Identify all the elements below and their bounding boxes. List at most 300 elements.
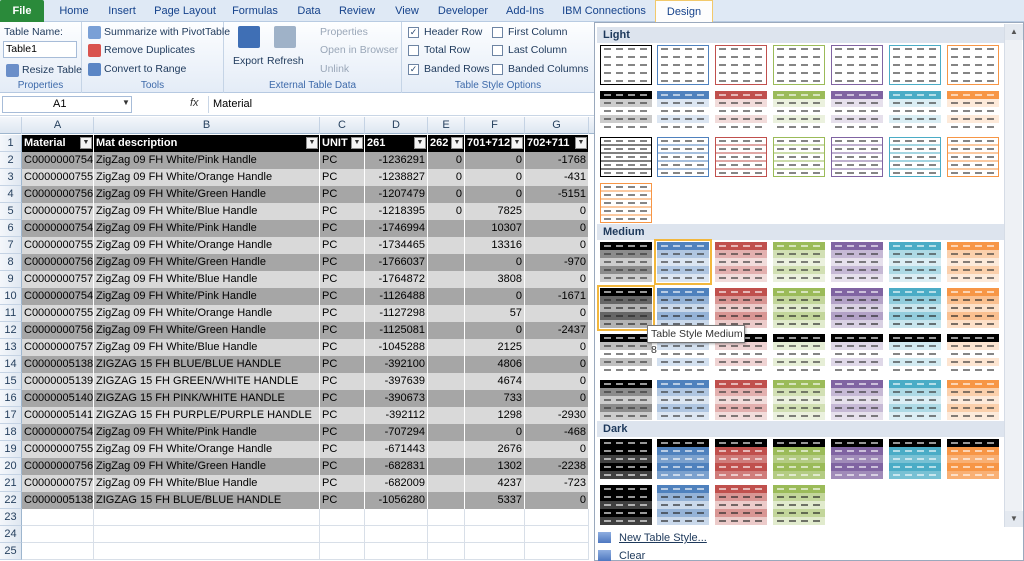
row-header[interactable]: 9 bbox=[0, 271, 22, 288]
table-cell[interactable]: 0 bbox=[465, 186, 525, 203]
table-cell[interactable]: ZIGZAG 15 FH GREEN/WHITE HANDLE bbox=[94, 373, 320, 390]
table-cell[interactable]: 0 bbox=[465, 152, 525, 169]
table-cell[interactable]: -671443 bbox=[365, 441, 428, 458]
table-cell[interactable]: C0000000754 bbox=[22, 424, 94, 441]
table-style-light-15[interactable] bbox=[600, 137, 652, 177]
table-cell[interactable]: -1045288 bbox=[365, 339, 428, 356]
table-style-medium-12[interactable] bbox=[831, 288, 883, 328]
table-style-medium-5[interactable] bbox=[831, 242, 883, 282]
header-row-checkbox[interactable]: ✓ bbox=[409, 27, 418, 37]
table-cell[interactable]: ZIGZAG 15 FH BLUE/BLUE HANDLE bbox=[94, 492, 320, 509]
table-cell[interactable]: -1218395 bbox=[365, 203, 428, 220]
table-style-dark-8[interactable] bbox=[600, 485, 652, 525]
table-cell[interactable]: -1734465 bbox=[365, 237, 428, 254]
export-button[interactable]: Export bbox=[233, 55, 264, 67]
table-cell[interactable] bbox=[428, 322, 465, 339]
table-style-light-7[interactable] bbox=[947, 45, 999, 85]
table-style-medium-8[interactable] bbox=[600, 288, 652, 328]
table-cell[interactable]: 1302 bbox=[465, 458, 525, 475]
new-table-style-item[interactable] bbox=[598, 532, 707, 544]
row-header[interactable]: 19 bbox=[0, 441, 22, 458]
table-cell[interactable] bbox=[465, 526, 525, 543]
name-box[interactable]: A1 bbox=[2, 96, 132, 113]
clear-style-item[interactable] bbox=[598, 550, 645, 561]
table-cell[interactable]: 733 bbox=[465, 390, 525, 407]
table-cell[interactable]: 0 bbox=[465, 322, 525, 339]
table-cell[interactable]: 4237 bbox=[465, 475, 525, 492]
table-style-medium-25[interactable] bbox=[773, 380, 825, 420]
table-cell[interactable]: 0 bbox=[525, 339, 589, 356]
table-style-dark-4[interactable] bbox=[773, 439, 825, 479]
column-header-c[interactable]: C bbox=[320, 117, 365, 134]
table-cell[interactable]: 0 bbox=[525, 203, 589, 220]
table-cell[interactable]: 0 bbox=[525, 373, 589, 390]
table-cell[interactable]: 4806 bbox=[465, 356, 525, 373]
first-column-checkbox[interactable] bbox=[492, 27, 503, 38]
table-cell[interactable]: C0000005141 bbox=[22, 407, 94, 424]
table-cell[interactable] bbox=[465, 543, 525, 560]
table-cell[interactable] bbox=[428, 441, 465, 458]
table-cell[interactable]: C0000000756 bbox=[22, 186, 94, 203]
table-style-dark-2[interactable] bbox=[657, 439, 709, 479]
table-cell[interactable]: ZIGZAG 15 FH BLUE/BLUE HANDLE bbox=[94, 356, 320, 373]
table-cell[interactable]: 0 bbox=[525, 305, 589, 322]
table-cell[interactable] bbox=[428, 356, 465, 373]
worksheet-grid[interactable] bbox=[0, 117, 594, 561]
table-style-light-18[interactable] bbox=[773, 137, 825, 177]
table-cell[interactable]: PC bbox=[320, 254, 365, 271]
table-cell[interactable]: -1126488 bbox=[365, 288, 428, 305]
gallery-scrollbar[interactable] bbox=[1004, 24, 1022, 527]
filter-dropdown-icon[interactable]: ▼ bbox=[306, 137, 318, 149]
table-name-input[interactable]: Table1 bbox=[3, 41, 77, 58]
table-cell[interactable]: ZigZag 09 FH White/Blue Handle bbox=[94, 203, 320, 220]
row-header[interactable]: 14 bbox=[0, 356, 22, 373]
table-style-medium-6[interactable] bbox=[889, 242, 941, 282]
row-header[interactable]: 5 bbox=[0, 203, 22, 220]
row-header[interactable]: 12 bbox=[0, 322, 22, 339]
table-cell[interactable]: -1764872 bbox=[365, 271, 428, 288]
table-style-light-2[interactable] bbox=[657, 45, 709, 85]
table-cell[interactable] bbox=[428, 237, 465, 254]
table-cell[interactable]: ZigZag 09 FH White/Pink Handle bbox=[94, 288, 320, 305]
table-cell[interactable]: ZigZag 09 FH White/Pink Handle bbox=[94, 424, 320, 441]
table-cell[interactable]: PC bbox=[320, 407, 365, 424]
table-cell[interactable]: 0 bbox=[428, 186, 465, 203]
table-cell[interactable] bbox=[428, 543, 465, 560]
table-cell[interactable] bbox=[465, 509, 525, 526]
row-header[interactable]: 16 bbox=[0, 390, 22, 407]
table-cell[interactable] bbox=[22, 543, 94, 560]
table-cell[interactable]: C0000005138 bbox=[22, 492, 94, 509]
row-header[interactable]: 22 bbox=[0, 492, 22, 509]
table-cell[interactable] bbox=[525, 543, 589, 560]
row-header[interactable]: 25 bbox=[0, 543, 22, 560]
banded-columns-checkbox[interactable] bbox=[492, 64, 503, 75]
table-cell[interactable]: -970 bbox=[525, 254, 589, 271]
header-cell[interactable]: UNIT bbox=[320, 135, 365, 152]
header-cell[interactable]: 262 bbox=[428, 135, 465, 152]
table-cell[interactable]: C0000000757 bbox=[22, 203, 94, 220]
table-cell[interactable]: -2437 bbox=[525, 322, 589, 339]
table-cell[interactable]: ZigZag 09 FH White/Orange Handle bbox=[94, 305, 320, 322]
table-style-dark-5[interactable] bbox=[831, 439, 883, 479]
table-cell[interactable]: -2930 bbox=[525, 407, 589, 424]
table-cell[interactable]: ZigZag 09 FH White/Orange Handle bbox=[94, 441, 320, 458]
table-cell[interactable]: -397639 bbox=[365, 373, 428, 390]
table-cell[interactable]: 0 bbox=[525, 220, 589, 237]
table-cell[interactable]: 0 bbox=[428, 203, 465, 220]
table-style-light-14[interactable] bbox=[947, 91, 999, 131]
table-style-medium-3[interactable] bbox=[715, 242, 767, 282]
table-cell[interactable]: ZigZag 09 FH White/Green Handle bbox=[94, 458, 320, 475]
row-header[interactable]: 21 bbox=[0, 475, 22, 492]
table-style-dark-1[interactable] bbox=[600, 439, 652, 479]
table-cell[interactable] bbox=[428, 271, 465, 288]
table-cell[interactable] bbox=[428, 373, 465, 390]
table-cell[interactable]: -5151 bbox=[525, 186, 589, 203]
table-cell[interactable]: 0 bbox=[465, 424, 525, 441]
table-cell[interactable]: 4674 bbox=[465, 373, 525, 390]
table-style-dark-9[interactable] bbox=[657, 485, 709, 525]
table-style-light-5[interactable] bbox=[831, 45, 883, 85]
table-style-medium-19[interactable] bbox=[831, 334, 883, 374]
header-cell[interactable]: 702+711 bbox=[525, 135, 589, 152]
table-cell[interactable]: 5337 bbox=[465, 492, 525, 509]
remove-duplicates-button[interactable]: Remove Duplicates bbox=[104, 44, 196, 56]
table-cell[interactable]: ZigZag 09 FH White/Orange Handle bbox=[94, 237, 320, 254]
column-header-g[interactable]: G bbox=[525, 117, 589, 134]
table-style-medium-1[interactable] bbox=[600, 242, 652, 282]
table-style-medium-28[interactable] bbox=[947, 380, 999, 420]
table-cell[interactable] bbox=[428, 390, 465, 407]
table-cell[interactable] bbox=[428, 220, 465, 237]
table-cell[interactable]: 0 bbox=[465, 169, 525, 186]
table-cell[interactable] bbox=[525, 526, 589, 543]
table-cell[interactable] bbox=[94, 509, 320, 526]
table-cell[interactable] bbox=[428, 526, 465, 543]
name-box-dropdown-icon[interactable]: ▼ bbox=[122, 98, 130, 107]
row-header[interactable]: 11 bbox=[0, 305, 22, 322]
table-cell[interactable] bbox=[428, 407, 465, 424]
table-cell[interactable] bbox=[428, 424, 465, 441]
table-cell[interactable]: PC bbox=[320, 169, 365, 186]
table-cell[interactable]: PC bbox=[320, 322, 365, 339]
table-cell[interactable]: ZigZag 09 FH White/Pink Handle bbox=[94, 220, 320, 237]
tab-home[interactable]: Home bbox=[59, 5, 89, 17]
table-style-medium-18[interactable] bbox=[773, 334, 825, 374]
table-cell[interactable] bbox=[525, 509, 589, 526]
scroll-down-icon[interactable]: ▼ bbox=[1005, 511, 1023, 527]
table-style-light-1[interactable] bbox=[600, 45, 652, 85]
select-all-corner[interactable] bbox=[0, 117, 22, 134]
table-cell[interactable]: C0000005138 bbox=[22, 356, 94, 373]
table-cell[interactable] bbox=[428, 458, 465, 475]
table-cell[interactable]: C0000000756 bbox=[22, 322, 94, 339]
table-style-medium-21[interactable] bbox=[947, 334, 999, 374]
table-cell[interactable]: 3808 bbox=[465, 271, 525, 288]
table-cell[interactable]: ZIGZAG 15 FH PINK/WHITE HANDLE bbox=[94, 390, 320, 407]
tab-data[interactable]: Data bbox=[297, 5, 321, 17]
convert-to-range-button[interactable]: Convert to Range bbox=[104, 63, 187, 75]
table-cell[interactable]: -1207479 bbox=[365, 186, 428, 203]
table-cell[interactable]: PC bbox=[320, 186, 365, 203]
table-style-light-16[interactable] bbox=[657, 137, 709, 177]
table-style-light-6[interactable] bbox=[889, 45, 941, 85]
table-cell[interactable] bbox=[22, 509, 94, 526]
table-style-medium-13[interactable] bbox=[889, 288, 941, 328]
table-style-dark-6[interactable] bbox=[889, 439, 941, 479]
header-cell[interactable]: 701+712 bbox=[465, 135, 525, 152]
header-cell[interactable]: Material bbox=[22, 135, 94, 152]
table-style-light-17[interactable] bbox=[715, 137, 767, 177]
table-style-light-13[interactable] bbox=[889, 91, 941, 131]
table-cell[interactable]: PC bbox=[320, 237, 365, 254]
table-cell[interactable]: 2125 bbox=[465, 339, 525, 356]
tab-developer[interactable]: Developer bbox=[437, 5, 489, 17]
table-cell[interactable]: PC bbox=[320, 424, 365, 441]
table-cell[interactable]: -707294 bbox=[365, 424, 428, 441]
table-cell[interactable]: -2238 bbox=[525, 458, 589, 475]
row-header[interactable]: 23 bbox=[0, 509, 22, 526]
table-cell[interactable] bbox=[428, 509, 465, 526]
tab-review[interactable]: Review bbox=[338, 5, 376, 17]
table-cell[interactable] bbox=[365, 526, 428, 543]
row-header[interactable]: 18 bbox=[0, 424, 22, 441]
table-cell[interactable]: -1238827 bbox=[365, 169, 428, 186]
table-style-medium-9[interactable] bbox=[657, 288, 709, 328]
table-cell[interactable]: PC bbox=[320, 441, 365, 458]
row-header[interactable]: 2 bbox=[0, 152, 22, 169]
table-style-medium-26[interactable] bbox=[831, 380, 883, 420]
scroll-up-icon[interactable]: ▲ bbox=[1005, 24, 1023, 40]
table-cell[interactable]: C0000000755 bbox=[22, 169, 94, 186]
filter-dropdown-icon[interactable]: ▼ bbox=[351, 137, 363, 149]
table-style-dark-7[interactable] bbox=[947, 439, 999, 479]
open-in-browser-button[interactable]: Open in Browser bbox=[320, 44, 399, 56]
table-style-light-19[interactable] bbox=[831, 137, 883, 177]
table-cell[interactable]: -1125081 bbox=[365, 322, 428, 339]
table-cell[interactable]: -392100 bbox=[365, 356, 428, 373]
table-cell[interactable]: PC bbox=[320, 271, 365, 288]
row-header[interactable]: 15 bbox=[0, 373, 22, 390]
table-cell[interactable] bbox=[320, 543, 365, 560]
table-cell[interactable] bbox=[428, 305, 465, 322]
table-style-medium-27[interactable] bbox=[889, 380, 941, 420]
table-cell[interactable]: ZigZag 09 FH White/Green Handle bbox=[94, 254, 320, 271]
table-style-medium-24[interactable] bbox=[715, 380, 767, 420]
table-cell[interactable]: PC bbox=[320, 152, 365, 169]
table-cell[interactable]: 0 bbox=[465, 288, 525, 305]
total-row-checkbox[interactable] bbox=[408, 45, 419, 56]
table-cell[interactable]: 0 bbox=[525, 356, 589, 373]
table-cell[interactable] bbox=[428, 288, 465, 305]
table-style-medium-7[interactable] bbox=[947, 242, 999, 282]
table-style-dark-3[interactable] bbox=[715, 439, 767, 479]
filter-dropdown-icon[interactable]: ▼ bbox=[451, 137, 463, 149]
table-cell[interactable]: PC bbox=[320, 475, 365, 492]
table-cell[interactable]: -1768 bbox=[525, 152, 589, 169]
table-cell[interactable]: 0 bbox=[525, 237, 589, 254]
table-style-dark-10[interactable] bbox=[715, 485, 767, 525]
column-header-a[interactable]: A bbox=[22, 117, 94, 134]
table-style-medium-11[interactable] bbox=[773, 288, 825, 328]
table-cell[interactable] bbox=[320, 509, 365, 526]
table-cell[interactable]: -1056280 bbox=[365, 492, 428, 509]
filter-dropdown-icon[interactable]: ▼ bbox=[511, 137, 523, 149]
table-style-light-21[interactable] bbox=[947, 137, 999, 177]
table-cell[interactable]: ZigZag 09 FH White/Blue Handle bbox=[94, 339, 320, 356]
table-cell[interactable]: C0000000755 bbox=[22, 441, 94, 458]
table-cell[interactable] bbox=[22, 526, 94, 543]
table-cell[interactable]: 10307 bbox=[465, 220, 525, 237]
table-style-medium-2[interactable] bbox=[657, 242, 709, 282]
table-cell[interactable] bbox=[428, 475, 465, 492]
table-cell[interactable]: -392112 bbox=[365, 407, 428, 424]
table-style-medium-10[interactable] bbox=[715, 288, 767, 328]
header-cell[interactable]: Mat description bbox=[94, 135, 320, 152]
table-style-light-3[interactable] bbox=[715, 45, 767, 85]
table-cell[interactable]: 13316 bbox=[465, 237, 525, 254]
row-header[interactable]: 6 bbox=[0, 220, 22, 237]
table-cell[interactable]: -1746994 bbox=[365, 220, 428, 237]
table-cell[interactable]: C0000000757 bbox=[22, 475, 94, 492]
summarize-pivottable-button[interactable]: Summarize with PivotTable bbox=[104, 26, 231, 38]
table-style-light-20[interactable] bbox=[889, 137, 941, 177]
filter-dropdown-icon[interactable]: ▼ bbox=[80, 137, 92, 149]
header-cell[interactable]: 261 bbox=[365, 135, 428, 152]
properties-button[interactable]: Properties bbox=[320, 26, 368, 38]
table-cell[interactable]: PC bbox=[320, 203, 365, 220]
table-cell[interactable]: PC bbox=[320, 373, 365, 390]
table-cell[interactable]: -468 bbox=[525, 424, 589, 441]
tab-file[interactable]: File bbox=[0, 0, 44, 22]
table-cell[interactable]: PC bbox=[320, 492, 365, 509]
banded-rows-checkbox[interactable]: ✓ bbox=[409, 64, 418, 74]
unlink-button[interactable]: Unlink bbox=[320, 63, 350, 75]
column-header-b[interactable]: B bbox=[94, 117, 320, 134]
table-style-light-12[interactable] bbox=[831, 91, 883, 131]
table-style-light-4[interactable] bbox=[773, 45, 825, 85]
table-style-medium-15[interactable] bbox=[600, 334, 652, 374]
table-cell[interactable]: -723 bbox=[525, 475, 589, 492]
table-cell[interactable]: 57 bbox=[465, 305, 525, 322]
table-cell[interactable]: C0000000755 bbox=[22, 237, 94, 254]
row-header[interactable]: 7 bbox=[0, 237, 22, 254]
table-cell[interactable]: 1298 bbox=[465, 407, 525, 424]
table-style-light-11[interactable] bbox=[773, 91, 825, 131]
table-cell[interactable] bbox=[365, 509, 428, 526]
table-cell[interactable]: C0000000754 bbox=[22, 152, 94, 169]
table-cell[interactable]: ZigZag 09 FH White/Blue Handle bbox=[94, 271, 320, 288]
column-header-d[interactable]: D bbox=[365, 117, 428, 134]
table-cell[interactable]: -1766037 bbox=[365, 254, 428, 271]
tab-design[interactable]: Design bbox=[655, 0, 713, 23]
tab-view[interactable]: View bbox=[395, 5, 419, 17]
table-style-dark-11[interactable] bbox=[773, 485, 825, 525]
table-cell[interactable] bbox=[428, 339, 465, 356]
tab-ibm-connections[interactable]: IBM Connections bbox=[562, 5, 646, 17]
table-cell[interactable] bbox=[428, 254, 465, 271]
table-style-medium-14[interactable] bbox=[947, 288, 999, 328]
table-cell[interactable]: 0 bbox=[428, 152, 465, 169]
table-cell[interactable]: PC bbox=[320, 288, 365, 305]
table-cell[interactable]: 0 bbox=[525, 492, 589, 509]
table-cell[interactable]: C0000005139 bbox=[22, 373, 94, 390]
tab-page-layout[interactable]: Page Layout bbox=[154, 5, 216, 17]
table-style-medium-20[interactable] bbox=[889, 334, 941, 374]
table-cell[interactable]: PC bbox=[320, 356, 365, 373]
table-cell[interactable]: 0 bbox=[465, 254, 525, 271]
row-header[interactable]: 3 bbox=[0, 169, 22, 186]
row-header[interactable]: 24 bbox=[0, 526, 22, 543]
filter-dropdown-icon[interactable]: ▼ bbox=[575, 137, 587, 149]
filter-dropdown-icon[interactable]: ▼ bbox=[414, 137, 426, 149]
table-cell[interactable]: -1127298 bbox=[365, 305, 428, 322]
tab-insert[interactable]: Insert bbox=[108, 5, 136, 17]
table-cell[interactable] bbox=[320, 526, 365, 543]
resize-table-button[interactable]: Resize Table bbox=[22, 64, 82, 76]
table-cell[interactable]: 0 bbox=[525, 390, 589, 407]
table-cell[interactable]: C0000005140 bbox=[22, 390, 94, 407]
table-cell[interactable]: ZigZag 09 FH White/Green Handle bbox=[94, 186, 320, 203]
formula-input[interactable]: Material bbox=[208, 96, 592, 113]
table-cell[interactable]: ZigZag 09 FH White/Green Handle bbox=[94, 322, 320, 339]
table-style-medium-4[interactable] bbox=[773, 242, 825, 282]
table-cell[interactable]: C0000000756 bbox=[22, 458, 94, 475]
table-cell[interactable]: 0 bbox=[525, 271, 589, 288]
table-cell[interactable]: -682831 bbox=[365, 458, 428, 475]
table-cell[interactable]: ZIGZAG 15 FH PURPLE/PURPLE HANDLE bbox=[94, 407, 320, 424]
table-cell[interactable]: PC bbox=[320, 390, 365, 407]
table-cell[interactable]: PC bbox=[320, 220, 365, 237]
table-cell[interactable] bbox=[428, 492, 465, 509]
table-cell[interactable]: 0 bbox=[428, 169, 465, 186]
table-cell[interactable] bbox=[94, 543, 320, 560]
table-style-light-10[interactable] bbox=[715, 91, 767, 131]
table-cell[interactable]: C0000000754 bbox=[22, 220, 94, 237]
table-cell[interactable]: -682009 bbox=[365, 475, 428, 492]
column-header-e[interactable]: E bbox=[428, 117, 465, 134]
table-cell[interactable]: PC bbox=[320, 458, 365, 475]
row-header[interactable]: 8 bbox=[0, 254, 22, 271]
tab-add-ins[interactable]: Add-Ins bbox=[506, 5, 544, 17]
row-header[interactable]: 1 bbox=[0, 135, 22, 152]
row-header[interactable]: 10 bbox=[0, 288, 22, 305]
table-cell[interactable]: 7825 bbox=[465, 203, 525, 220]
column-header-f[interactable]: F bbox=[465, 117, 525, 134]
table-cell[interactable]: -431 bbox=[525, 169, 589, 186]
table-cell[interactable]: PC bbox=[320, 339, 365, 356]
table-cell[interactable]: 0 bbox=[525, 441, 589, 458]
insert-function-icon[interactable]: fx bbox=[190, 97, 199, 109]
table-cell[interactable]: -1236291 bbox=[365, 152, 428, 169]
tab-formulas[interactable]: Formulas bbox=[232, 5, 278, 17]
refresh-button[interactable]: Refresh bbox=[267, 55, 304, 67]
row-header[interactable]: 20 bbox=[0, 458, 22, 475]
row-header[interactable]: 17 bbox=[0, 407, 22, 424]
table-cell[interactable] bbox=[94, 526, 320, 543]
table-cell[interactable]: 2676 bbox=[465, 441, 525, 458]
table-cell[interactable]: -390673 bbox=[365, 390, 428, 407]
table-cell[interactable]: C0000000755 bbox=[22, 305, 94, 322]
row-header[interactable]: 4 bbox=[0, 186, 22, 203]
table-cell[interactable]: ZigZag 09 FH White/Orange Handle bbox=[94, 169, 320, 186]
table-style-light-8[interactable] bbox=[600, 91, 652, 131]
table-style-light-9[interactable] bbox=[657, 91, 709, 131]
table-cell[interactable]: C0000000754 bbox=[22, 288, 94, 305]
table-style-medium-22[interactable] bbox=[600, 380, 652, 420]
